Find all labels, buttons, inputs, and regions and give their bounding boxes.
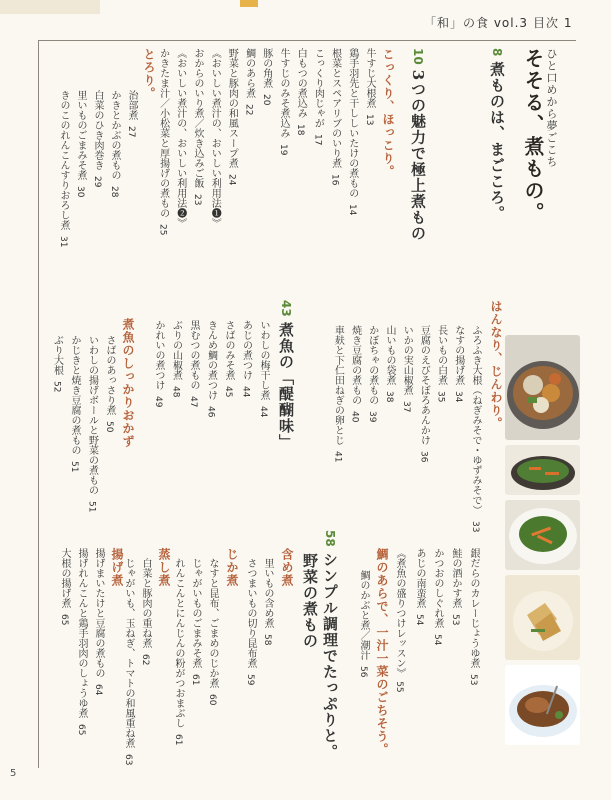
toc-item-title: 治部煮	[126, 90, 137, 120]
toc-item[interactable]	[188, 320, 198, 407]
toc-item-title: 長いもの白煮	[435, 325, 447, 385]
toc-item-title: あじの南蛮煮	[414, 548, 425, 608]
toc-item[interactable]	[332, 325, 342, 462]
toc-item-page: 31	[58, 236, 68, 248]
toc-item[interactable]	[470, 325, 480, 532]
toc-item-page: 37	[401, 401, 412, 413]
lead-text: ひと口めから夢ごこち	[545, 48, 558, 168]
simmered-pot-photo	[505, 335, 580, 440]
toc-item-page: 46	[205, 406, 216, 418]
toc-item-title: 黒むつの煮もの	[188, 320, 199, 390]
section-4-heading	[322, 530, 338, 760]
toc-item-page: 39	[366, 411, 377, 423]
section-1-title: 煮ものは、まごころ。	[488, 61, 506, 222]
toc-item-title: 野菜と豚肉の和風スープ煮	[226, 48, 238, 168]
bamboo-shoot-photo	[505, 575, 580, 660]
toc-item-title: なすと昆布、ごまめのじか煮	[207, 558, 218, 688]
toc-item-title: 大根の揚げ煮	[59, 548, 70, 608]
toc-item-page: 64	[93, 684, 103, 696]
toc-item-title: かじきと焼き豆腐の煮もの	[69, 335, 80, 455]
toc-item-title: 白菜のひき肉巻き	[92, 90, 103, 170]
toc-item[interactable]	[401, 325, 411, 412]
toc-item-title: いわしの揚げボールと野菜の煮もの	[86, 335, 98, 495]
page-headline: そそる、煮もの。	[521, 48, 545, 224]
header-section: 目次 1	[533, 16, 573, 30]
top-color-mark	[240, 0, 258, 7]
toc-item[interactable]	[76, 548, 86, 735]
toc-item[interactable]	[207, 558, 217, 705]
photo-strip	[505, 335, 580, 745]
toc-item-page: 20	[260, 94, 271, 106]
category-moritsuke	[394, 548, 404, 693]
toc-item-page: 44	[240, 386, 251, 398]
toc-item[interactable]	[123, 558, 133, 765]
toc-item-page: 54	[432, 634, 442, 646]
toc-item-page: 49	[153, 396, 163, 408]
toc-item-page: 16	[329, 174, 340, 186]
greens-salad-photo	[505, 445, 580, 495]
section-1-num: 8	[490, 48, 504, 57]
category-shikkari: 煮魚のしっかりおかず	[121, 318, 135, 448]
toc-item-title: 《おいしい煮汁の、おいしい利用法❷》	[174, 48, 186, 228]
toc-item-title: 白菜と豚肉の重ね煮	[140, 558, 151, 648]
toc-item[interactable]	[450, 548, 460, 625]
toc-item[interactable]	[59, 548, 69, 625]
toc-item-page: 60	[207, 694, 217, 706]
toc-item[interactable]	[262, 558, 272, 645]
toc-item-title: かきとかぶの煮もの	[109, 90, 120, 180]
toc-item[interactable]	[367, 325, 377, 422]
toc-item-page: 23	[192, 194, 202, 206]
category-moritsuke-label: 《煮魚の盛りつけレッスン》	[394, 548, 405, 678]
toc-item-title: 鶏手羽先と干ししいたけの煮もの	[346, 48, 358, 198]
toc-item[interactable]	[261, 48, 271, 105]
section-4-num: 58	[323, 530, 337, 547]
toc-item-page: 33	[470, 521, 480, 533]
toc-item-page: 40	[349, 411, 360, 423]
toc-item-title: 《おいしい煮汁の、おいしい利用法❶》	[209, 48, 221, 228]
toc-item-title: 里いものごまみそ煮	[75, 90, 86, 180]
toc-item-title: きのこのれんこんすりおろし煮	[58, 90, 69, 230]
section-2-heading	[410, 48, 426, 241]
toc-item[interactable]	[347, 48, 357, 215]
toc-item-title: 牛すじのみそ煮込み	[278, 48, 289, 138]
section-4-title: シンプル調理でたっぷりと。	[321, 551, 339, 760]
page-number: 5	[10, 768, 17, 779]
toc-item[interactable]	[384, 325, 394, 402]
toc-item-page: 59	[245, 674, 255, 686]
toc-item[interactable]	[109, 90, 119, 197]
top-tab	[0, 0, 100, 14]
toc-item-title: 山いもの袋煮	[384, 325, 395, 385]
toc-item-title: なすの揚げ煮	[452, 325, 464, 385]
toc-item-title: じゃがいものごまみそ煮	[190, 558, 201, 668]
toc-item-page: 14	[346, 204, 357, 216]
section-3-title: 煮魚の「醍醐味」	[277, 321, 295, 450]
toc-item-title: 焼き豆腐の煮もの	[349, 325, 361, 405]
toc-item[interactable]	[244, 48, 254, 115]
category-mushini: 蒸し煮	[157, 548, 171, 587]
section-3-heading	[278, 300, 294, 450]
toc-item-title: 鯛のかぶと煮／潮汁	[358, 570, 369, 660]
toc-item-page: 61	[173, 734, 183, 746]
toc-item-title: かぼちゃの煮もの	[366, 325, 378, 405]
toc-item[interactable]	[104, 335, 114, 432]
toc-item-page: 35	[435, 391, 446, 403]
toc-item-page: 25	[157, 224, 168, 236]
toc-item[interactable]	[312, 48, 322, 145]
section-4-subtitle: 野菜の煮もの	[301, 553, 319, 649]
toc-item-title: かつおのしぐれ煮	[432, 548, 443, 628]
toc-item-page: 18	[295, 124, 306, 136]
section-2-num: 10	[411, 48, 425, 65]
toc-item[interactable]	[171, 320, 181, 397]
toc-item[interactable]	[209, 48, 219, 228]
toc-item-title: さばのみそ煮	[223, 320, 234, 380]
toc-item-title: 牛すじ大根煮	[364, 48, 375, 108]
toc-item-page: 50	[104, 421, 114, 433]
toc-item[interactable]	[364, 48, 374, 125]
toc-item-title: 豆腐のえびそぼろあんかけ	[418, 325, 430, 445]
toc-item-title: 根菜とスペアリブのいり煮	[329, 48, 341, 168]
toc-item[interactable]	[126, 90, 136, 137]
toc-item-title: 車麸と下仁田ねぎの卵とじ	[332, 325, 344, 445]
toc-item-title: さばのあっさり煮	[104, 335, 115, 415]
toc-item-page: 56	[358, 666, 368, 678]
toc-item[interactable]	[350, 325, 360, 422]
toc-item-page: 65	[59, 614, 69, 626]
toc-item-page: 41	[332, 451, 343, 463]
toc-item[interactable]	[278, 48, 288, 155]
category-hannari: はんなり、じんわり。	[489, 300, 503, 430]
greens-carrot-bowl-photo	[505, 500, 580, 570]
toc-item-page: 51	[69, 461, 79, 473]
category-ageni: 揚げ煮	[110, 548, 124, 587]
toc-item-page: 48	[170, 386, 181, 398]
toc-item[interactable]	[153, 320, 163, 407]
toc-item-title: 鮭の酒かす煮	[450, 548, 461, 608]
toc-item-page: 27	[126, 126, 136, 138]
toc-item[interactable]	[418, 325, 428, 462]
toc-item-title: ぶり大根	[51, 335, 63, 375]
category-fukumeni: 含め煮	[280, 548, 294, 587]
toc-item-page: 45	[223, 386, 233, 398]
toc-item[interactable]	[295, 48, 305, 135]
toc-item[interactable]	[140, 558, 150, 665]
toc-item[interactable]	[226, 48, 236, 185]
toc-item-page: 58	[262, 634, 272, 646]
toc-item[interactable]	[330, 48, 340, 185]
toc-item[interactable]	[87, 335, 97, 512]
toc-item[interactable]	[93, 548, 103, 695]
toc-item[interactable]	[453, 325, 463, 402]
toc-item[interactable]	[175, 48, 185, 228]
toc-item-page: 53	[468, 674, 478, 686]
toc-item-title: かきたま汁／小松菜と厚揚げの煮もの	[157, 48, 169, 218]
toc-item-page: 34	[452, 391, 463, 403]
toc-item[interactable]	[223, 320, 233, 397]
section-3-num: 43	[279, 300, 293, 317]
toc-item[interactable]	[158, 48, 168, 235]
toc-item-title: いかの実山椒煮	[401, 325, 413, 395]
toc-item[interactable]	[75, 90, 85, 197]
toc-item-title: さつまいもの切り昆布煮	[245, 558, 256, 668]
toc-item[interactable]	[173, 558, 183, 745]
toc-item-title: おからのいり煮／炊き込みご飯	[192, 48, 203, 188]
toc-item[interactable]	[468, 548, 478, 685]
toc-item-page: 63	[123, 754, 133, 766]
toc-item[interactable]	[52, 335, 62, 392]
category-tai: 鯛のあらで、一汁一菜のごちそう。	[375, 548, 389, 756]
toc-item-page: 38	[384, 391, 394, 403]
toc-item-title: こっくり肉じゃが	[312, 48, 324, 128]
toc-item-title: 鯛のあら煮	[243, 48, 255, 98]
toc-item-title: じゃがいも、玉ねぎ、トマトの和風重ね煮	[123, 558, 134, 748]
toc-item-page: 22	[243, 104, 254, 116]
toc-item-page: 29	[92, 176, 102, 188]
toc-item-page: 19	[278, 144, 288, 156]
toc-item[interactable]	[414, 548, 424, 625]
toc-item-title: きんめ鯛の煮つけ	[205, 320, 217, 400]
toc-item[interactable]	[192, 48, 202, 205]
toc-item-title: ぶりの山椒煮	[170, 320, 182, 380]
toc-item-page: 52	[51, 381, 62, 393]
toc-item-title: 銀だらのカレーじょうゆ煮	[468, 548, 479, 668]
toc-item-page: 13	[364, 114, 374, 126]
toc-item[interactable]	[258, 320, 268, 417]
toc-item-title: ふろふき大根（ねぎみそで・ゆずみそで）	[470, 325, 481, 515]
toc-item[interactable]	[245, 558, 255, 685]
category-torori: とろり。	[142, 48, 156, 100]
toc-item-title: 白もつの煮込み	[295, 48, 307, 118]
toc-item[interactable]	[432, 548, 442, 645]
toc-item-page: 51	[86, 501, 97, 513]
toc-item-title: れんこんとにんじんの粉がつおまぶし	[173, 558, 184, 728]
toc-item[interactable]	[358, 570, 368, 677]
toc-item-title: 揚げまいたけと豆腐の煮もの	[93, 548, 104, 678]
toc-item[interactable]	[190, 558, 200, 685]
toc-item[interactable]	[241, 320, 251, 397]
frame-rule-left	[38, 40, 39, 768]
toc-item-page: 53	[450, 614, 460, 626]
toc-item[interactable]	[206, 320, 216, 417]
toc-item[interactable]	[58, 90, 68, 247]
toc-item-page: 28	[109, 186, 119, 198]
toc-item[interactable]	[436, 325, 446, 402]
category-moritsuke-page: 55	[394, 681, 404, 693]
toc-item-page: 65	[76, 724, 86, 736]
toc-item-title: 豚の角煮	[260, 48, 272, 88]
section-2-title: 3つの魅力で極上煮もの	[409, 69, 427, 242]
header-title: 「和」の食 vol.3	[424, 16, 529, 30]
toc-item-page: 62	[140, 654, 150, 666]
toc-item-page: 17	[312, 134, 323, 146]
toc-item-title: あじの煮つけ	[240, 320, 252, 380]
frame-rule-top	[38, 40, 576, 41]
toc-item-title: 揚げれんこんと鶏手羽肉のしょうゆ煮	[76, 548, 87, 718]
toc-item-page: 61	[190, 674, 200, 686]
toc-item-page: 36	[418, 451, 429, 463]
toc-item-page: 44	[258, 406, 268, 418]
toc-item[interactable]	[92, 90, 102, 187]
toc-item-title: いわしの梅干し煮	[258, 320, 269, 400]
toc-item-title: 里いもの含め煮	[262, 558, 273, 628]
toc-item-title: かれいの煮つけ	[153, 320, 164, 390]
toc-item-page: 54	[414, 614, 424, 626]
simmered-fish-photo	[505, 665, 580, 745]
toc-item[interactable]	[69, 335, 79, 472]
section-1-heading	[489, 48, 505, 221]
toc-item-page: 24	[226, 174, 237, 186]
category-jikani: じか煮	[225, 548, 239, 587]
toc-item-page: 47	[188, 396, 198, 408]
toc-item-page: 30	[75, 186, 85, 198]
category-kokkuri: こっくり、ほっこり。	[381, 48, 395, 178]
